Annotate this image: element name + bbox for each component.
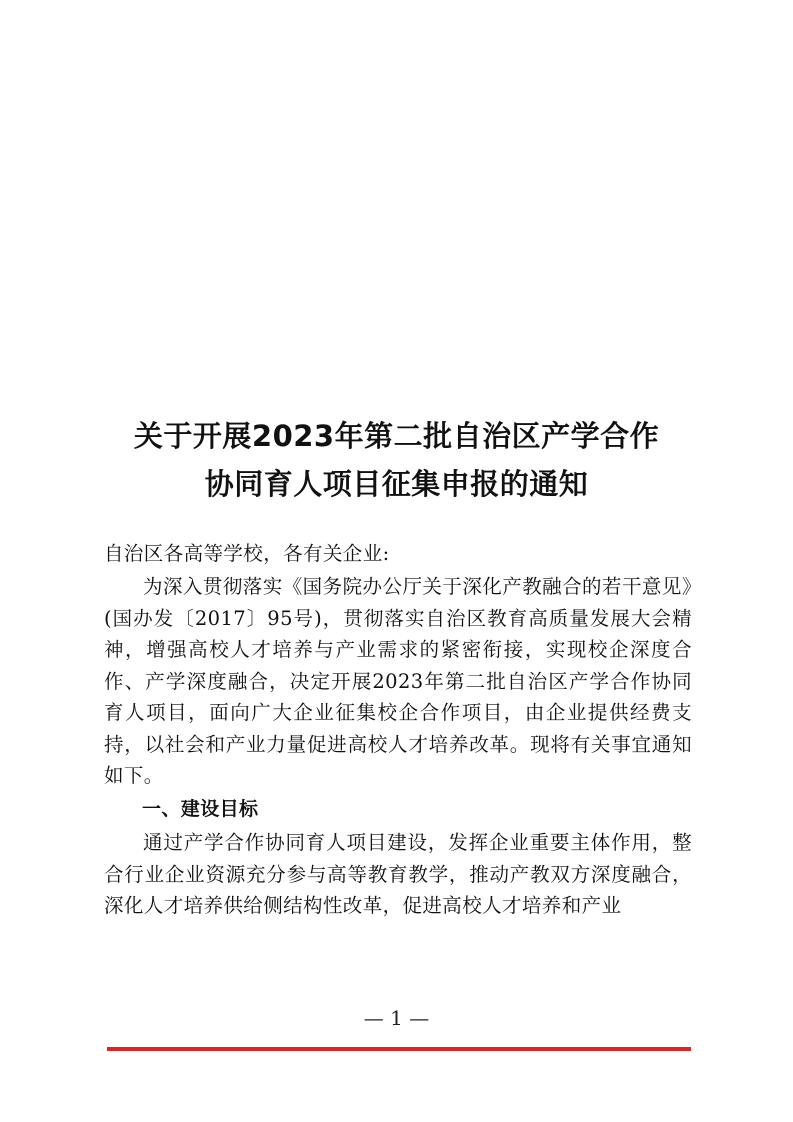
footer-red-rule: [107, 1047, 691, 1051]
title-line-1: 关于开展2023年第二批自治区产学合作: [133, 419, 660, 453]
intro-paragraph: 为深入贯彻落实《国务院办公厅关于深化产教融合的若干意见》(国办发〔2017〕95号)，贯彻落实自治区教育高质量发展大会精神，增强高校人才培养与产业需求的紧密衔接，实现校企深度合作、产学深度融合，决定开展2023年第二批自治区产学合作协同育人项目，面向广大企业征集校企合作项目，由企业提供经费支持，以社会和产业力量促进高校人才培养改革。现将有关事宜通知如下。: [104, 575, 692, 787]
section-body-goals: 通过产学合作协同育人项目建设，发挥企业重要主体作用，整合行业企业资源充分参与高等教育教学，推动产教双方深度融合，深化人才培养供给侧结构性改革，促进高校人才培养和产业: [104, 831, 692, 917]
document-body: [104, 538, 692, 922]
title-line-2: 协同育人项目征集申报的通知: [204, 467, 589, 501]
document-title: [0, 412, 793, 508]
salutation: 自治区各高等学校，各有关企业:: [104, 542, 390, 565]
page-number: — 1 —: [363, 1006, 430, 1030]
section-heading-goals: 一、建设目标: [142, 797, 259, 820]
